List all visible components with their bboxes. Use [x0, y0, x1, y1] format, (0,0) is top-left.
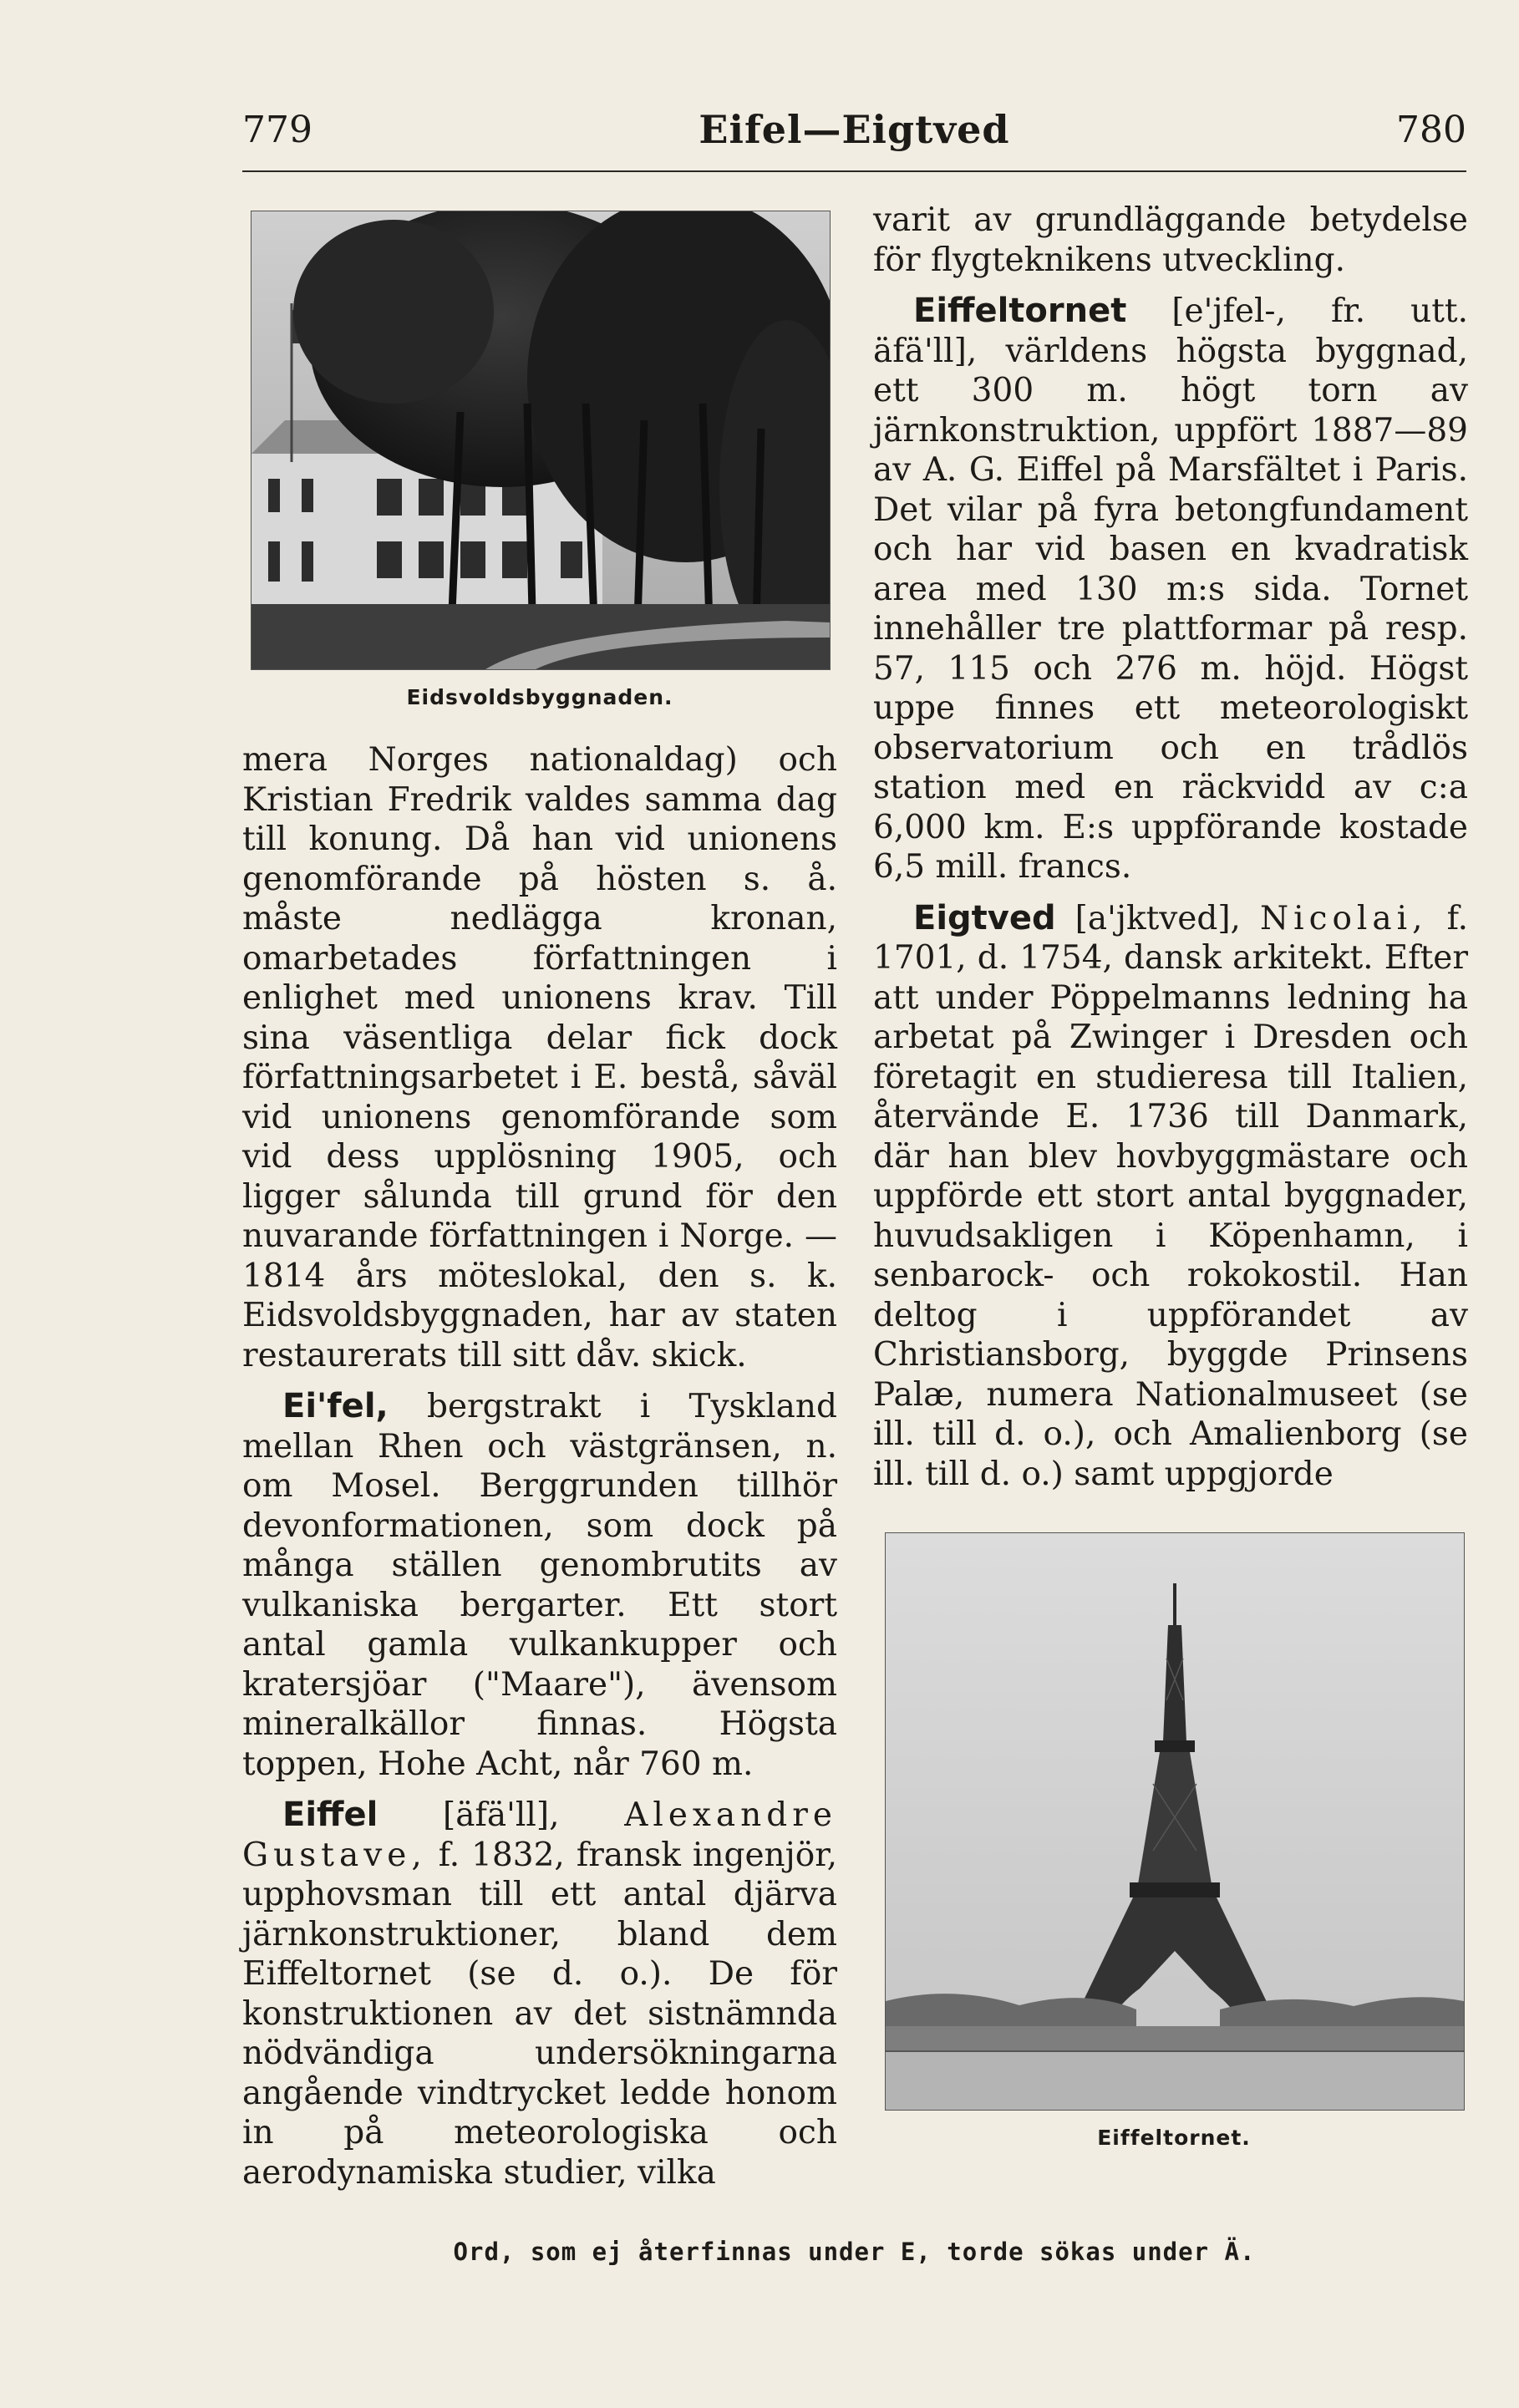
entry-eiffeltornet-text: [e'jfel-, fr. utt. äfä'll], världens högsta byggnad, ett 300 m. högt torn av järnkonstruktion, uppfört 1887—89 av A. G. Eiffel på Marsfältet i Paris. Det vilar på fyra betongfundament och har vid basen en kvadratisk area med 130 m:s sida. Tornet innehåller tre plattformar på resp. 57, 115 och 276 m. höjd. Högst uppe finnes ett meteorologiskt observatorium och en trådlös station med en räckvidd av c:a 6,000 km. E:s uppförande kostade 6,5 mill. francs. [873, 292, 1468, 886]
entry-eifel-text: bergstrakt i Tyskland mellan Rhen och västgränsen, n. om Mosel. Berggrunden tillhör devonformationen, som dock på många ställen genombrutits av vulkaniska bergarter. Ett stort antal gamla vulkankupper och kratersjöar ("Maare"), ävensom mineralkällor finnas. Högsta toppen, Hohe Acht, når 760 m. [242, 1388, 837, 1783]
footer-note: Ord, som ej återfinnas under E, torde sökas under Ä. [453, 2238, 1256, 2266]
eidsvold-figure [251, 211, 829, 710]
headword-eigtved: Eigtved [913, 898, 1056, 937]
eiffel-figure [885, 1532, 1463, 2151]
entry-eigtved [873, 899, 1468, 1495]
entry-eifel [242, 1387, 837, 1784]
entry-eigtved-name: Nicolai, [1260, 899, 1428, 937]
entry-eiffel-pronunciation: [äfä'll], [443, 1796, 560, 1834]
entry-eigtved-pronunciation: [a'jktved], [1074, 899, 1241, 937]
headword-eifel: Ei'fel, [282, 1387, 389, 1425]
right-column [873, 201, 1468, 2151]
eiffel-entry-continuation: varit av grundläggande betydelse för flygteknikens utveckling. [873, 201, 1468, 279]
entry-eiffel [242, 1796, 837, 2192]
left-column [242, 201, 837, 2192]
eidsvold-building-photo [251, 211, 831, 670]
entry-eiffel-name: Alexandre Gustave, [242, 1796, 837, 1874]
eidsvold-entry-continuation: mera Norges nationaldag) och Kristian Fredrik valdes samma dag till konung. Då han vid unionens genomförande på hösten s. å. måste nedlägga kronan, omarbetades författningen i enlighet med unionens krav. Till sina väsentliga delar fick dock författningsarbetet i E. bestå, såväl vid unionens genomförande som vid dess upplösning 1905, och ligger sålunda till grund för den nuvarande författningen i Norge. — 1814 års möteslokal, den s. k. Eidsvoldsbyggnaden, har av staten restaurerats till sitt dåv. skick. [242, 741, 837, 1374]
running-header [242, 104, 1466, 172]
headword-eiffel: Eiffel [282, 1796, 378, 1834]
eiffel-tower-photo [885, 1532, 1465, 2111]
page-number-right: 780 [1396, 109, 1466, 151]
entry-eiffel-text: f. 1832, fransk ingenjör, upphovsman till ett antal djärva järnkonstruktioner, bland dem Eiffeltornet (se d. o.). De för konstruktionen av det sistnämnda nödvändiga undersökningarna angående vindtrycket ledde honom in på meteorologiska och aerodynamiska studier, vilka [242, 1836, 837, 2192]
entry-eigtved-text: f. 1701, d. 1754, dansk arkitekt. Efter att under Pöppelmanns ledning ha arbetat på Zwinger i Dresden och företagit en studieresa till Italien, återvände E. 1736 till Danmark, där han blev hovbyggmästare och uppförde ett stort antal byggnader, huvudsakligen i Köpenhamn, i senbarock- och rokokostil. Han deltog i uppförandet av Christiansborg, byggde Prinsens Palæ, numera Nationalmuseet (se ill. till d. o.), och Amalienborg (se ill. till d. o.) samt uppgjorde [873, 899, 1469, 1493]
eiffel-caption: Eiffeltornet. [1097, 2126, 1251, 2150]
headword-eiffeltornet: Eiffeltornet [913, 292, 1127, 330]
header-title: Eifel—Eigtved [699, 107, 1010, 152]
entry-eiffeltornet [873, 292, 1468, 887]
page-number-left: 779 [242, 109, 312, 151]
eidsvold-caption: Eidsvoldsbyggnaden. [406, 685, 673, 709]
